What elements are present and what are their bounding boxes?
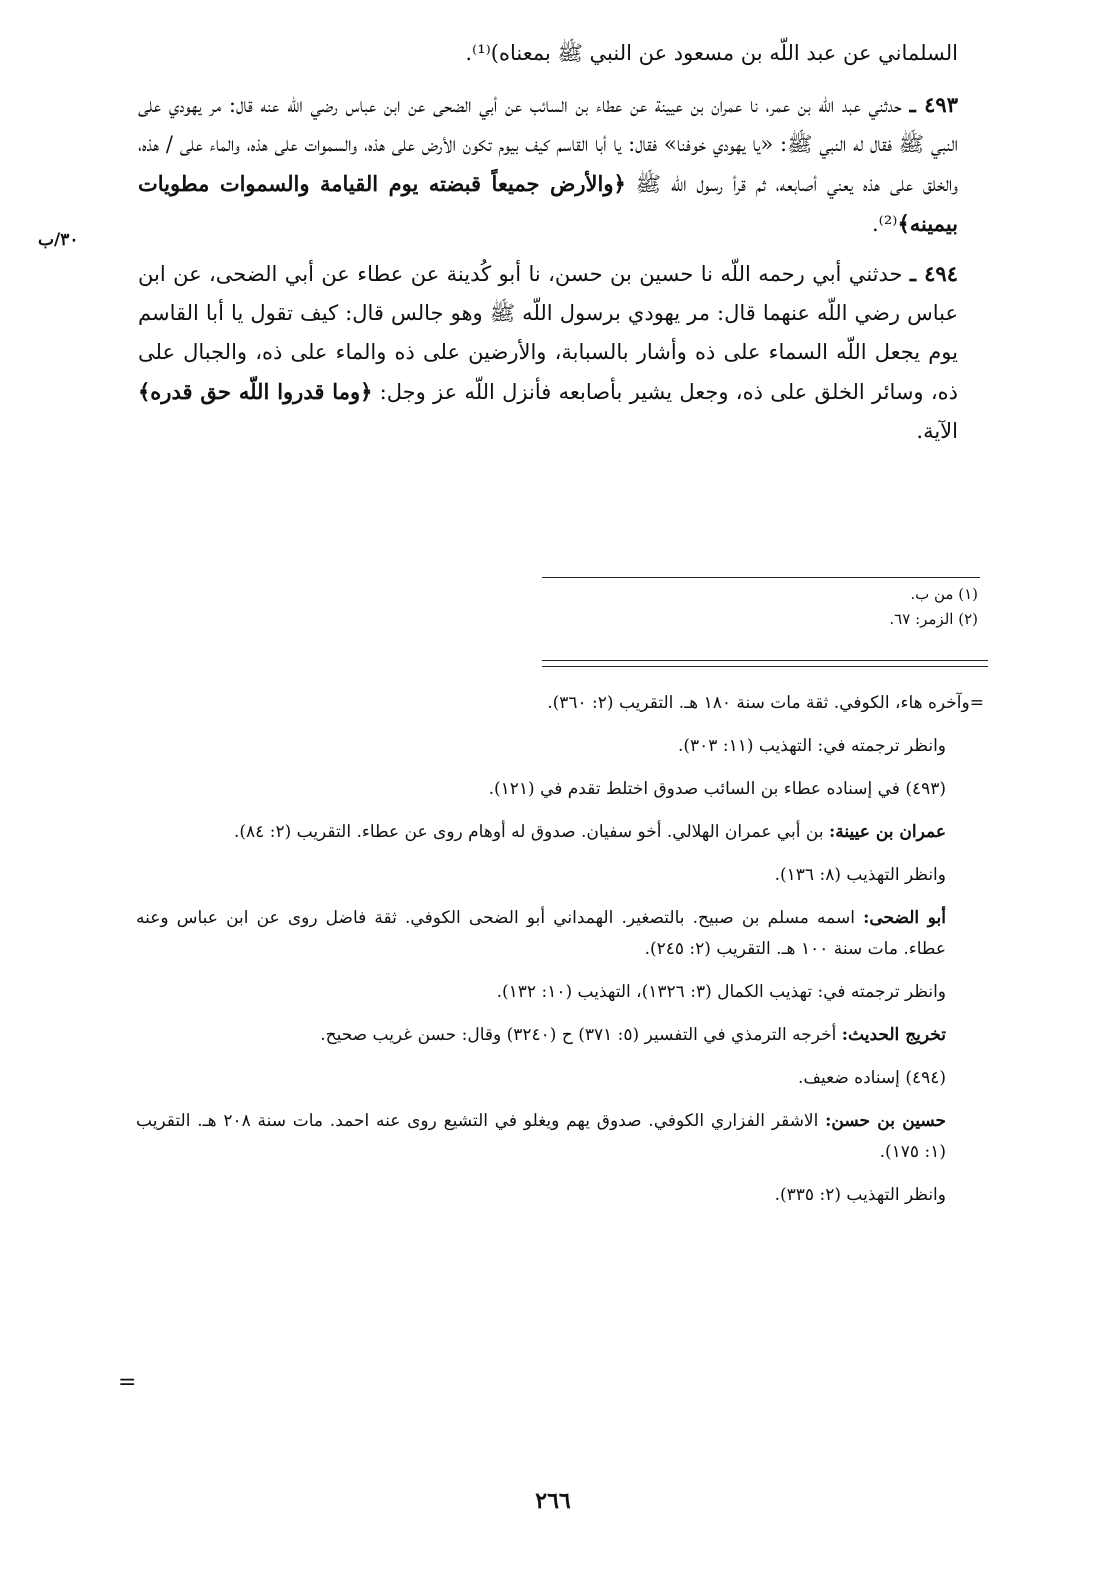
hadith-text: حدثني عبد اللّه بن عمر، نا عمران بن عيينة عن عطاء بن السائب عن أبي الضحى عن ابن عباس رضي اللّه عنه قال: مر يهودي على النبي ﷺ فقال له النبي ﷺ: «يا يهودي خوفنا» فقال: يا أبا القاسم كيف بيوم تكون الأرض على هذه، والسموات على هذه، والماء على / هذه، والخلق على هذه يعني أصابعه، ثم قرأ رسول اللّه ﷺ	[138, 93, 958, 196]
quran-quote: ﴿وما قدروا اللّه حق قدره﴾	[138, 379, 373, 404]
hadith-number: ٤٩٣ ـ	[909, 92, 958, 117]
commentary-line: =وآخره هاء، الكوفي. ثقة مات سنة ١٨٠ هـ. التقريب (٢: ٣٦٠).	[547, 693, 984, 713]
footnotes	[478, 582, 978, 632]
entry-text: اسمه مسلم بن صبيح. بالتصغير. الهمداني أبو الضحى الكوفي. ثقة فاضل روى عن ابن عباس وعنه عطاء. مات سنة ١٠٠ هـ. التقريب (٢: ٢٤٥).	[136, 908, 946, 959]
hadith-494	[138, 254, 958, 451]
continuation-mark: =	[118, 1370, 137, 1395]
entry-head: أبو الضحى:	[863, 908, 947, 928]
commentary-line: وانظر ترجمته في: التهذيب (١١: ٣٠٣).	[677, 736, 946, 756]
page-number: ٢٦٦	[535, 1488, 571, 1514]
entry-head: حسين بن حسن:	[825, 1111, 946, 1131]
continuation-paragraph: السلماني عن عبد اللّه بن مسعود عن النبي ﷺ بمعناه)⁽¹⁾.	[465, 41, 958, 65]
main-text	[138, 34, 958, 461]
commentary-entry	[136, 903, 984, 965]
footnote-ref: ⁽²⁾.	[872, 212, 898, 236]
quran-quote: ﴿والأرض جميعاً قبضته يوم القيامة والسموات مطويات بيمينه﴾	[138, 171, 958, 236]
commentary-entry	[136, 1020, 984, 1051]
hadith-number: ٤٩٤ ـ	[909, 261, 958, 286]
entry-text: أخرجه الترمذي في التفسير (٥: ٣٧١) ح (٣٢٤٠) وقال: حسن غريب صحيح.	[320, 1025, 837, 1045]
footnote: (٢) الزمر: ٦٧.	[889, 610, 978, 628]
commentary-line: وانظر التهذيب (٨: ١٣٦).	[774, 865, 946, 885]
commentary-entry	[136, 817, 984, 848]
hadith-end: الآية.	[916, 419, 958, 443]
commentary-entry	[136, 1106, 984, 1168]
footnote: (١) من ب.	[910, 585, 978, 603]
hadith-493	[138, 85, 958, 244]
commentary-divider	[542, 660, 988, 667]
folio-margin-note: ٣٠/ب	[38, 230, 79, 250]
hadith-text: حدثني أبي رحمه اللّه نا حسين بن حسن، نا أبو كُدينة عن عطاء عن أبي الضحى، عن ابن عباس رضي اللّه عنهما قال: مر يهودي برسول اللّه ﷺ وهو جالس قال: كيف تقول يا أبا القاسم يوم يجعل اللّه السماء على ذه وأشار بالسبابة، والأرضين على ذه والماء على ذه، والجبال على ذه، وسائر الخلق على ذه، وجعل يشير بأصابعه فأنزل اللّه عز وجل:	[138, 262, 958, 404]
commentary	[136, 688, 984, 1223]
commentary-line: (٤٩٤) إسناده ضعيف.	[797, 1068, 946, 1088]
entry-text: الاشقر الفزاري الكوفي. صدوق يهم ويغلو في التشيع روى عنه احمد. مات سنة ٢٠٨ هـ. التقريب (١: ١٧٥).	[136, 1111, 946, 1162]
entry-head: تخريج الحديث:	[841, 1025, 946, 1045]
commentary-line: (٤٩٣) في إسناده عطاء بن السائب صدوق اختلط تقدم في (١٢١).	[488, 779, 946, 799]
entry-head: عمران بن عيينة:	[829, 822, 946, 842]
entry-text: بن أبي عمران الهلالي. أخو سفيان. صدوق له أوهام روى عن عطاء. التقريب (٢: ٨٤).	[234, 822, 824, 842]
footnote-divider	[542, 577, 980, 578]
commentary-line: وانظر ترجمته في: تهذيب الكمال (٣: ١٣٢٦)، التهذيب (١٠: ١٣٢).	[496, 982, 946, 1002]
commentary-line: وانظر التهذيب (٢: ٣٣٥).	[774, 1185, 946, 1205]
